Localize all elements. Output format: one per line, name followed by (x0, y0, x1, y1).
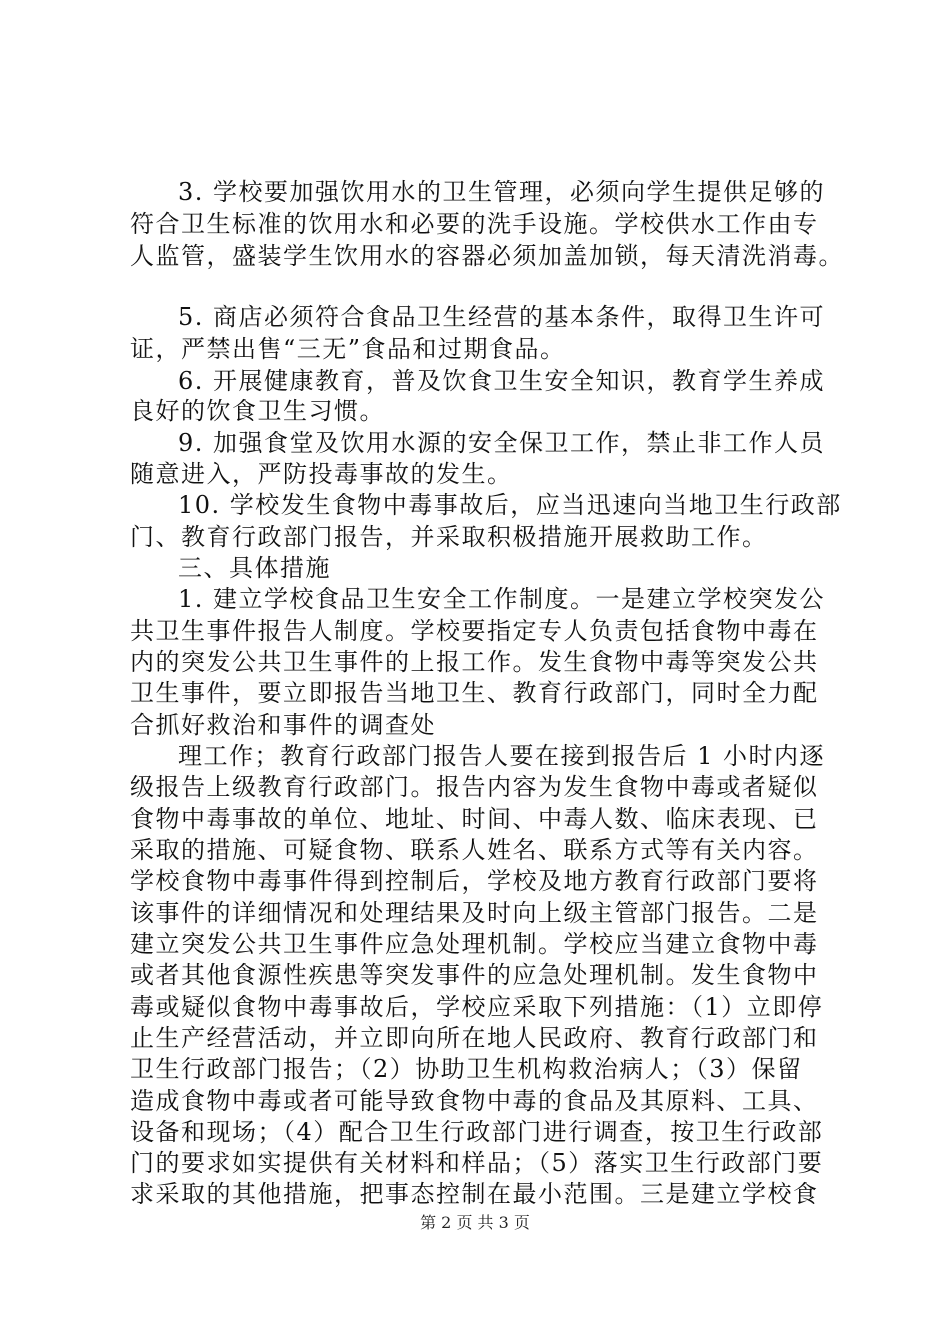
text-line: 门的要求如实提供有关材料和样品；（5）落实卫生行政部门要 (130, 1149, 824, 1177)
text-line: 采取的措施、可疑食物、联系人姓名、联系方式等有关内容。 (130, 836, 819, 864)
text-line: 造成食物中毒或者可能导致食物中毒的食品及其原料、工具、 (130, 1087, 819, 1115)
text-line: 求采取的其他措施，把事态控制在最小范围。三是建立学校食 (130, 1180, 819, 1208)
text-line: 门、教育行政部门报告，并采取积极措施开展救助工作。 (130, 523, 768, 551)
page-footer: 第 2 页 共 3 页 (420, 1213, 530, 1232)
section-heading: 三、具体措施 (178, 554, 331, 582)
text-line: 10. 学校发生食物中毒事故后，应当迅速向当地卫生行政部 (178, 491, 842, 519)
text-line: 建立突发公共卫生事件应急处理机制。学校应当建立食物中毒 (130, 930, 819, 958)
text-line: 符合卫生标准的饮用水和必要的洗手设施。学校供水工作由专 (130, 210, 819, 238)
text-line: 人监管，盛装学生饮用水的容器必须加盖加锁，每天清洗消毒。 (130, 242, 844, 270)
text-line: 卫生事件，要立即报告当地卫生、教育行政部门，同时全力配 (130, 679, 819, 707)
text-line: 食物中毒事故的单位、地址、时间、中毒人数、临床表现、已 (130, 805, 819, 833)
text-line: 随意进入，严防投毒事故的发生。 (130, 460, 513, 488)
text-line: 共卫生事件报告人制度。学校要指定专人负责包括食物中毒在 (130, 617, 819, 645)
text-line: 3. 学校要加强饮用水的卫生管理，必须向学生提供足够的 (178, 178, 826, 206)
text-line: 级报告上级教育行政部门。报告内容为发生食物中毒或者疑似 (130, 773, 819, 801)
text-line: 该事件的详细情况和处理结果及时向上级主管部门报告。二是 (130, 899, 819, 927)
text-line: 毒或疑似食物中毒事故后，学校应采取下列措施：（1）立即停 (130, 993, 824, 1021)
text-line: 1. 建立学校食品卫生安全工作制度。一是建立学校突发公 (178, 585, 826, 613)
text-line: 合抓好救治和事件的调查处 (130, 711, 436, 739)
text-line: 良好的饮食卫生习惯。 (130, 397, 385, 425)
text-line: 9. 加强食堂及饮用水源的安全保卫工作，禁止非工作人员 (178, 429, 826, 457)
text-line: 学校食物中毒事件得到控制后，学校及地方教育行政部门要将 (130, 867, 819, 895)
text-line: 或者其他食源性疾患等突发事件的应急处理机制。发生食物中 (130, 961, 819, 989)
text-line: 卫生行政部门报告；（2）协助卫生机构救治病人；（3）保留 (130, 1055, 803, 1083)
text-line: 理工作；教育行政部门报告人要在接到报告后 1 小时内逐 (178, 742, 826, 770)
text-line: 止生产经营活动，并立即向所在地人民政府、教育行政部门和 (130, 1024, 819, 1052)
text-line: 5. 商店必须符合食品卫生经营的基本条件，取得卫生许可 (178, 303, 826, 331)
text-line: 设备和现场；（4）配合卫生行政部门进行调查，按卫生行政部 (130, 1118, 824, 1146)
text-line: 证，严禁出售“三无”食品和过期食品。 (130, 335, 566, 363)
text-line: 内的突发公共卫生事件的上报工作。发生食物中毒等突发公共 (130, 648, 819, 676)
text-line: 6. 开展健康教育，普及饮食卫生安全知识，教育学生养成 (178, 367, 826, 395)
